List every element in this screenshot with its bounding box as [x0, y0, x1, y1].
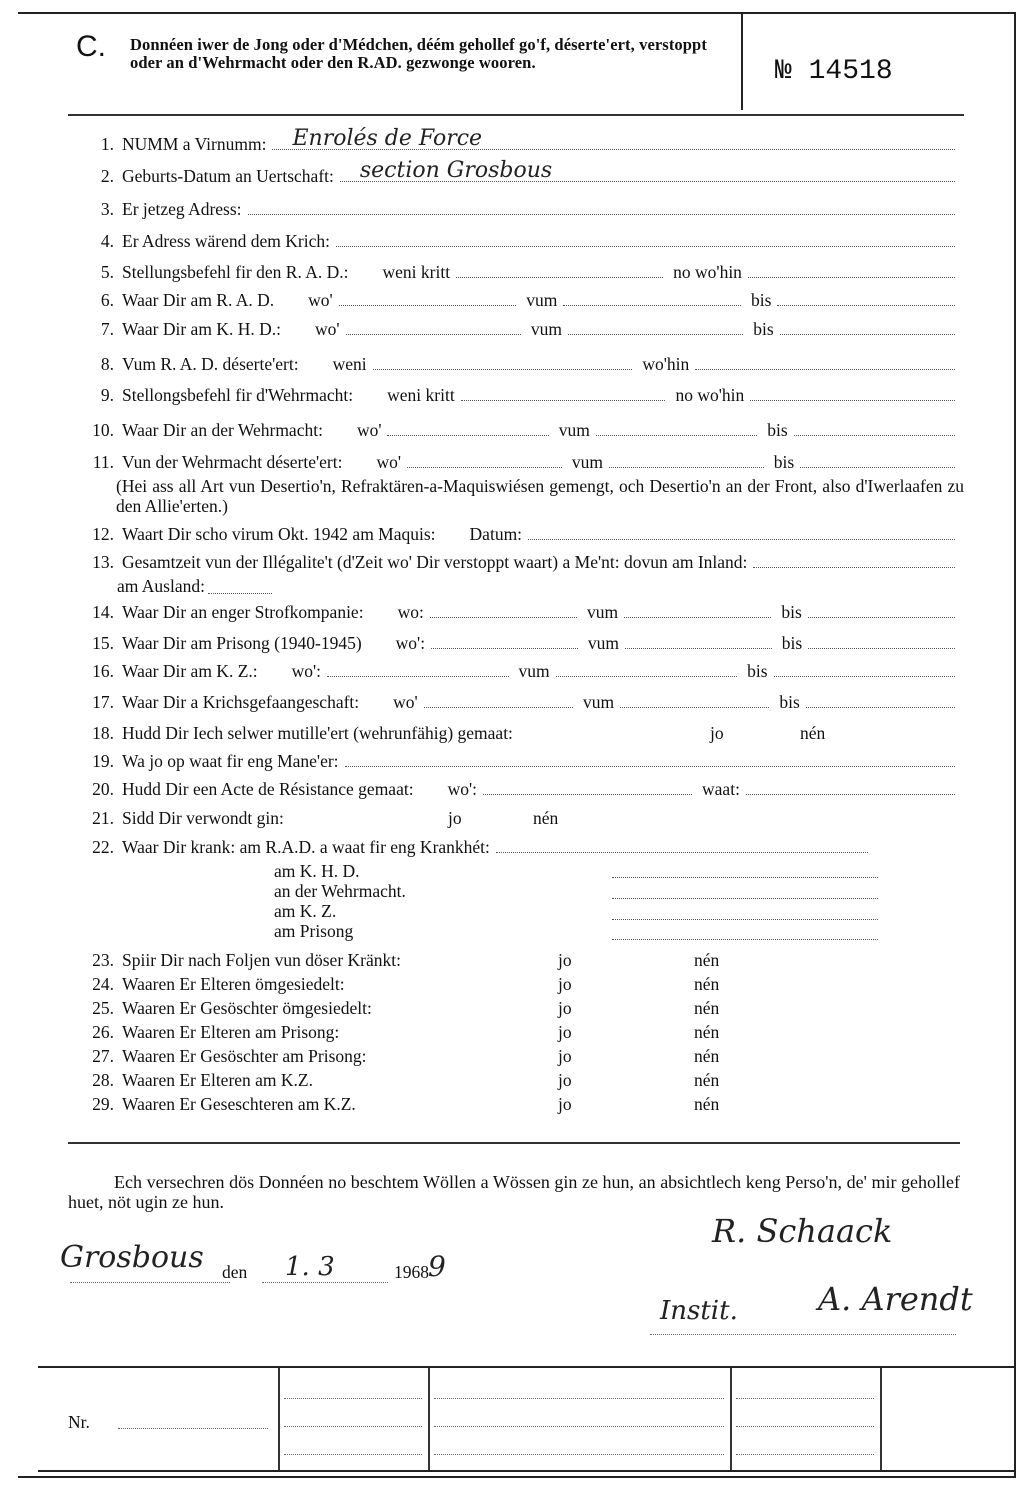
answer-field[interactable]	[483, 779, 692, 795]
question-label: bis	[747, 661, 768, 681]
question-label: Waar Dir krank: am R.A.D. a waat fir eng Krankhét:	[122, 837, 490, 857]
question-label: wo'hin	[642, 354, 690, 374]
question-number: 11.	[92, 452, 114, 472]
question-label: bis	[753, 319, 774, 339]
answer-field[interactable]	[340, 158, 955, 183]
question-label: Waaren Er Gesöschter am Prisong:	[122, 1046, 367, 1066]
question-label: vum	[582, 692, 615, 712]
item-22-sub-khd: am K. H. D.	[274, 861, 360, 881]
question-row-11	[70, 452, 965, 473]
question-number: 22.	[92, 837, 114, 857]
question-row-16	[70, 661, 965, 682]
question-label: Waar Dir am K. H. D.:	[122, 319, 281, 339]
option-no[interactable]: nén	[694, 1046, 720, 1066]
question-label: Hudd Dir Iech selwer mutille'ert (wehrunfähig) gemaat:	[122, 723, 513, 743]
question-row-23	[70, 950, 965, 971]
answer-field[interactable]	[336, 231, 955, 247]
nr-field[interactable]	[118, 1428, 268, 1429]
table-field[interactable]	[284, 1398, 422, 1399]
question-label: vum	[587, 633, 619, 653]
answer-field[interactable]	[346, 319, 521, 335]
answer-field[interactable]	[777, 290, 955, 306]
option-yes[interactable]: jo	[710, 723, 724, 743]
question-row-8	[70, 354, 965, 375]
answer-field[interactable]	[345, 751, 955, 767]
answer-field[interactable]	[746, 779, 955, 795]
answer-field[interactable]	[806, 692, 955, 708]
answer-field[interactable]	[774, 661, 955, 677]
question-label: bis	[751, 290, 772, 310]
question-row-9	[70, 385, 965, 406]
question-label: Waar Dir an der Wehrmacht:	[122, 420, 323, 440]
question-number: 17.	[92, 692, 114, 712]
answer-field[interactable]	[248, 199, 955, 215]
item-22-field-kz[interactable]	[612, 918, 878, 920]
option-yes[interactable]: jo	[558, 1022, 572, 1042]
question-label: bis	[767, 420, 788, 440]
question-row-28	[70, 1070, 965, 1091]
question-number: 20.	[92, 779, 114, 799]
question-number: 28.	[92, 1070, 114, 1090]
answer-field[interactable]	[431, 633, 578, 649]
question-row-22	[70, 837, 878, 858]
answer-field[interactable]	[563, 290, 741, 306]
question-label: wo':	[447, 779, 477, 799]
option-no[interactable]: nén	[694, 974, 720, 994]
question-row-18	[70, 723, 965, 744]
question-label: Waart Dir scho virum Okt. 1942 am Maquis:	[122, 524, 436, 544]
signature-2: A. Arendt	[818, 1280, 973, 1318]
question-label: vum	[518, 661, 550, 681]
option-no[interactable]: nén	[800, 723, 826, 743]
option-no[interactable]: nén	[533, 808, 559, 828]
answer-field[interactable]	[800, 452, 955, 468]
question-label: Er Adress wärend dem Krich:	[122, 231, 330, 251]
question-label: Datum:	[469, 524, 523, 544]
question-row-15	[70, 633, 965, 654]
question-label: vum	[587, 602, 619, 622]
option-no[interactable]: nén	[694, 950, 720, 970]
answer-field[interactable]	[625, 633, 772, 649]
year-printed: 1968	[394, 1262, 429, 1282]
question-number: 8.	[100, 354, 114, 374]
question-label: Waar Dir am Prisong (1940-1945)	[122, 633, 362, 653]
question-row-26	[70, 1022, 965, 1043]
question-label: waat:	[702, 779, 740, 799]
option-yes[interactable]: jo	[448, 808, 462, 828]
question-number: 15.	[92, 633, 114, 653]
declaration-rule	[68, 1142, 960, 1144]
answer-field[interactable]	[456, 262, 663, 278]
office-table	[38, 1366, 1014, 1472]
question-label: wo'	[356, 420, 382, 440]
table-divider	[880, 1368, 882, 1470]
question-number: 23.	[92, 950, 114, 970]
answer-field[interactable]	[407, 452, 562, 468]
question-label: Waaren Er Gesöschter ömgesiedelt:	[122, 998, 372, 1018]
table-divider	[730, 1368, 732, 1470]
option-no[interactable]: nén	[694, 1070, 720, 1090]
option-yes[interactable]: jo	[558, 974, 572, 994]
question-label: bis	[773, 452, 795, 472]
question-label: wo:	[397, 602, 424, 622]
question-label: wo':	[395, 633, 426, 653]
question-row-6	[70, 290, 965, 311]
answer-field[interactable]	[387, 420, 548, 436]
question-label: Stellungsbefehl fir den R. A. D.:	[122, 262, 349, 282]
question-row-2	[70, 158, 965, 187]
den-label: den	[222, 1262, 248, 1282]
question-number: 25.	[92, 998, 114, 1018]
option-no[interactable]: nén	[694, 1022, 720, 1042]
item-22-field-khd[interactable]	[612, 876, 878, 878]
question-label: vum	[571, 452, 603, 472]
table-divider	[278, 1368, 280, 1470]
question-number: 4.	[100, 231, 114, 251]
question-label: Er jetzeg Adress:	[122, 199, 242, 219]
question-label: Vun der Wehrmacht déserte'ert:	[122, 452, 343, 472]
question-label: Vum R. A. D. déserte'ert:	[122, 354, 299, 374]
question-label: wo'	[308, 290, 333, 310]
answer-field[interactable]	[272, 126, 955, 151]
answer-field[interactable]	[496, 837, 868, 853]
question-row-27	[70, 1046, 965, 1067]
question-label: Gesamtzeit vun der Illégalite't (d'Zeit wo' Dir verstoppt waart) a Me'nt: dovun am Inland:	[122, 552, 748, 572]
signature-1: R. Schaack	[712, 1212, 893, 1250]
answer-field[interactable]	[750, 385, 955, 401]
answer-field[interactable]	[753, 552, 955, 568]
item-11-note: (Hei ass all Art vun Desertio'n, Refraktären-a-Maquiswiésen gemengt, och Desertio'n an der Front, also d'Iwerlaafen zu den Allie'erten.)	[116, 476, 964, 516]
question-row-17	[70, 692, 965, 713]
question-row-21	[70, 808, 965, 829]
question-row-7	[70, 319, 965, 340]
question-number: 6.	[100, 290, 114, 310]
question-number: 26.	[92, 1022, 114, 1042]
question-label: no wo'hin	[673, 262, 742, 282]
question-label: Wa jo op waat fir eng Mane'er:	[122, 751, 339, 771]
question-label: Sidd Dir verwondt gin:	[122, 808, 284, 828]
form-number: № 14518	[775, 56, 893, 87]
answer-field[interactable]	[528, 524, 955, 540]
table-field[interactable]	[736, 1426, 874, 1427]
question-number: 16.	[92, 661, 114, 681]
question-number: 1.	[100, 134, 114, 154]
option-no[interactable]: nén	[694, 1094, 720, 1114]
question-label: Hudd Dir een Acte de Résistance gemaat:	[122, 779, 414, 799]
option-yes[interactable]: jo	[558, 998, 572, 1018]
question-number: 3.	[100, 199, 114, 219]
table-field[interactable]	[736, 1454, 874, 1455]
option-yes[interactable]: jo	[558, 1094, 572, 1114]
question-row-1	[70, 126, 965, 155]
declaration-text: Ech versechren dös Donnéen no beschtem Wöllen a Wössen gin ze hun, an absichtlech keng Perso'n, de' mir gehollef huet, nöt ugin ze hun.	[68, 1172, 960, 1212]
question-label: weni kritt	[387, 385, 455, 405]
question-label: vum	[530, 319, 562, 339]
option-yes[interactable]: jo	[558, 1046, 572, 1066]
question-number: 18.	[92, 723, 114, 743]
form-title: Donnéen iwer de Jong oder d'Médchen, déém gehollef go'f, déserte'ert, verstoppt oder an d'Wehrmacht oder den R.AD. gezwonge wooren.	[130, 35, 707, 72]
section-letter: C.	[76, 30, 106, 63]
table-field[interactable]	[434, 1426, 724, 1427]
question-label: Waaren Er Elteren ömgesiedelt:	[122, 974, 345, 994]
header-divider	[741, 14, 743, 110]
item-22-sub-prisong: am Prisong	[274, 921, 354, 941]
question-label: Waar Dir am R. A. D.	[122, 290, 275, 310]
answer-field[interactable]	[748, 262, 955, 278]
question-number: 5.	[100, 262, 114, 282]
item-22-sub-wehrmacht: an der Wehrmacht.	[274, 881, 406, 901]
question-number: 10.	[92, 420, 114, 440]
answer-field[interactable]	[424, 692, 573, 708]
question-label: wo':	[291, 661, 322, 681]
table-field[interactable]	[284, 1426, 422, 1427]
question-row-10	[70, 420, 965, 441]
question-row-29	[70, 1094, 965, 1115]
question-row-3	[70, 199, 965, 220]
question-row-24	[70, 974, 965, 995]
item-13-abroad-label: am Ausland:	[117, 576, 205, 596]
table-field[interactable]	[434, 1398, 724, 1399]
place-line	[70, 1282, 230, 1283]
question-label: Waaren Er Geseschteren am K.Z.	[122, 1094, 356, 1114]
question-number: 19.	[92, 751, 114, 771]
table-divider	[428, 1368, 430, 1470]
nr-label: Nr.	[68, 1412, 90, 1432]
signature-line	[650, 1334, 956, 1335]
item-22-field-prisong[interactable]	[612, 938, 878, 940]
question-number: 29.	[92, 1094, 114, 1114]
question-label: Waar Dir am K. Z.:	[122, 661, 258, 681]
question-number: 21.	[92, 808, 114, 828]
question-label: Spiir Dir nach Foljen vun döser Kränkt:	[122, 950, 401, 970]
question-label: weni	[332, 354, 367, 374]
answer-field[interactable]	[794, 420, 955, 436]
answer-field[interactable]	[808, 633, 955, 649]
table-field[interactable]	[736, 1398, 874, 1399]
question-row-20	[70, 779, 965, 800]
question-label: weni kritt	[382, 262, 451, 282]
item-22-field-wehrmacht[interactable]	[612, 897, 878, 899]
date-line	[262, 1282, 388, 1283]
answer-field[interactable]	[339, 290, 517, 306]
question-label: Waar Dir an enger Strofkompanie:	[122, 602, 364, 622]
item-22-sub-kz: am K. Z.	[274, 901, 337, 921]
place-handwritten: Grosbous	[60, 1240, 204, 1275]
question-number: 27.	[92, 1046, 114, 1066]
answer-field[interactable]	[624, 602, 771, 618]
question-label: wo'	[393, 692, 418, 712]
handwritten-answer: section Grosbous	[359, 158, 553, 183]
question-label: Waaren Er Elteren am K.Z.	[122, 1070, 313, 1090]
answer-field[interactable]	[373, 354, 633, 370]
question-number: 14.	[92, 602, 114, 622]
question-label: wo'	[376, 452, 402, 472]
question-row-25	[70, 998, 965, 1019]
answer-field[interactable]	[461, 385, 666, 401]
answer-field[interactable]	[620, 692, 769, 708]
answer-field[interactable]	[609, 452, 764, 468]
question-label: wo'	[314, 319, 340, 339]
question-label: bis	[779, 692, 800, 712]
table-field[interactable]	[284, 1454, 422, 1455]
header-rule	[68, 114, 964, 116]
question-row-19	[70, 751, 965, 772]
answer-field[interactable]	[808, 602, 955, 618]
question-label: vum	[526, 290, 558, 310]
answer-field[interactable]	[430, 602, 577, 618]
answer-field[interactable]	[780, 319, 955, 335]
date-handwritten: 1. 3	[285, 1252, 335, 1282]
question-number: 9.	[100, 385, 114, 405]
question-number: 2.	[100, 166, 114, 186]
signature-3: Instit.	[660, 1296, 738, 1326]
answer-field[interactable]	[556, 661, 737, 677]
table-field[interactable]	[434, 1454, 724, 1455]
option-yes[interactable]: jo	[558, 1070, 572, 1090]
question-row-14	[70, 602, 965, 623]
question-row-13	[70, 552, 965, 573]
option-yes[interactable]: jo	[558, 950, 572, 970]
question-label: no wo'hin	[675, 385, 745, 405]
question-row-5	[70, 262, 965, 283]
question-label: vum	[558, 420, 590, 440]
item-13-abroad-field[interactable]	[208, 592, 272, 594]
question-row-12	[70, 524, 965, 545]
question-label: NUMM a Virnumm:	[122, 134, 267, 154]
answer-field[interactable]	[568, 319, 743, 335]
question-label: Geburts-Datum an Uertschaft:	[122, 166, 334, 186]
year-handwritten: 9	[428, 1250, 446, 1283]
question-label: bis	[781, 633, 803, 653]
question-number: 13.	[92, 552, 114, 572]
answer-field[interactable]	[695, 354, 955, 370]
option-no[interactable]: nén	[694, 998, 720, 1018]
answer-field[interactable]	[596, 420, 757, 436]
handwritten-answer: Enrolés de Force	[292, 126, 483, 151]
question-number: 24.	[92, 974, 114, 994]
answer-field[interactable]	[327, 661, 508, 677]
question-label: Waar Dir a Krichsgefaangeschaft:	[122, 692, 360, 712]
question-row-4	[70, 231, 965, 252]
question-label: Waaren Er Elteren am Prisong:	[122, 1022, 340, 1042]
question-label: bis	[781, 602, 802, 622]
question-number: 7.	[100, 319, 114, 339]
question-number: 12.	[92, 524, 114, 544]
question-label: Stellongsbefehl fir d'Wehrmacht:	[122, 385, 354, 405]
